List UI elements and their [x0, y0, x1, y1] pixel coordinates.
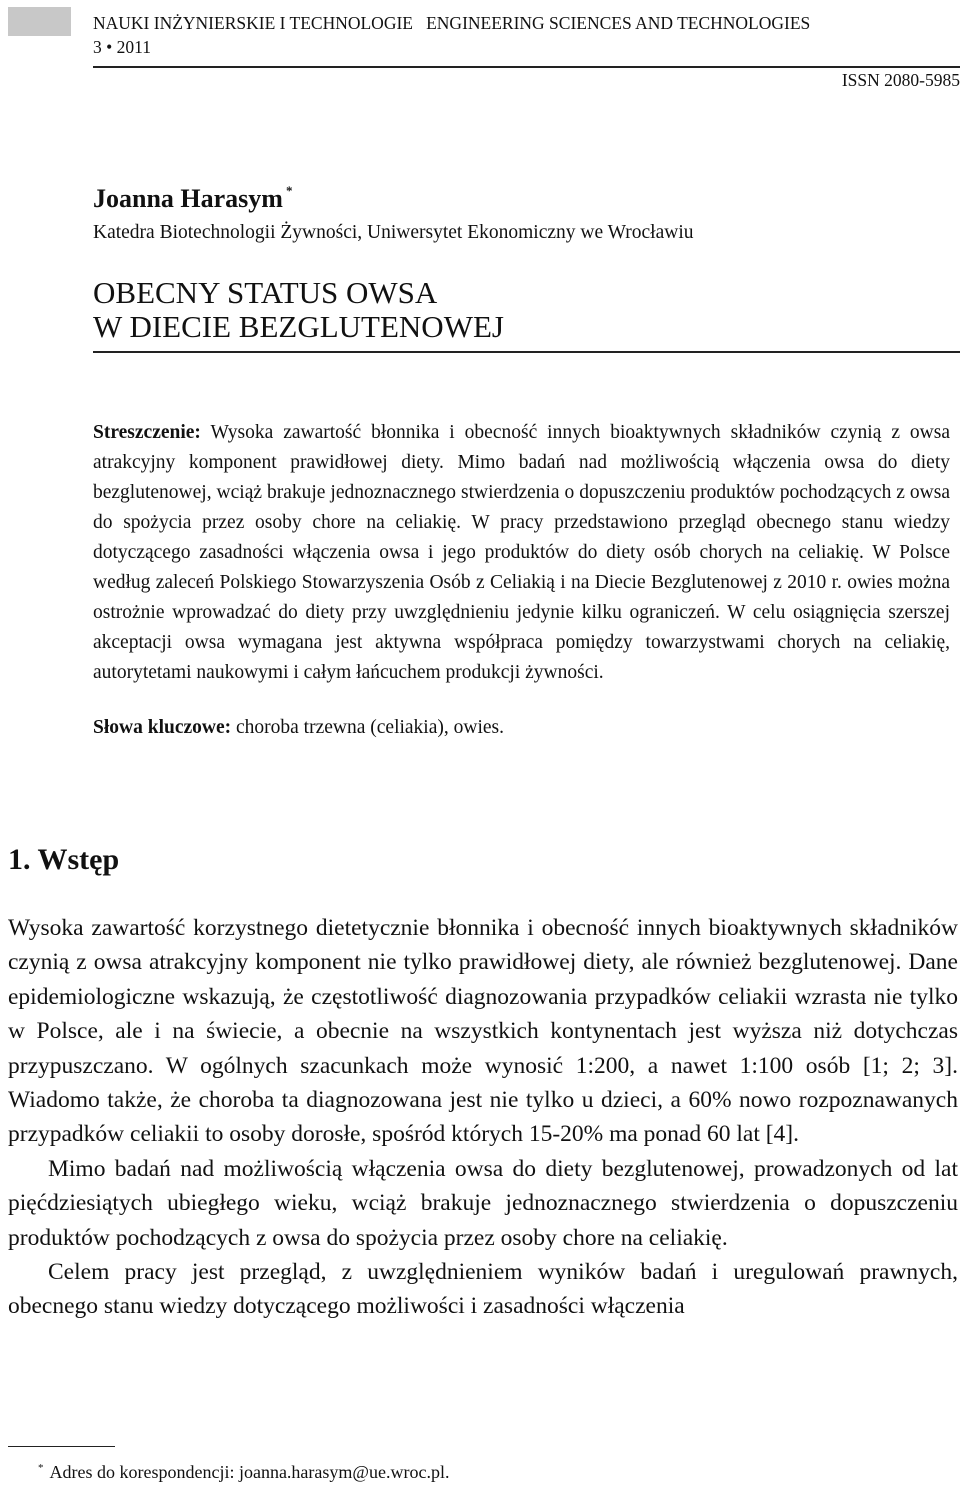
footnote-rule	[8, 1446, 115, 1447]
body-paragraph-3: Celem pracy jest przegląd, z uwzględnieniem wyników badań i uregulowań prawnych, obecnego stanu wiedzy dotyczącego możliwości i zasadności włączenia	[8, 1259, 958, 1320]
footnote-mark: *	[38, 1462, 44, 1474]
header-gray-block	[8, 7, 71, 36]
footnote	[38, 1462, 449, 1483]
keywords-text: choroba trzewna (celiakia), owies.	[236, 717, 504, 738]
abstract-text: Wysoka zawartość błonnika i obecność innych bioaktywnych składników czynią z owsa atrakcyjny komponent prawidłowej diety. Mimo badań nad możliwością włączenia owsa do diety bezglutenowej, wciąż brakuje jednoznacznego stwierdzenia o dopuszczeniu produktów pochodzących z owsa do spożycia przez osoby chore na celiakię. W pracy przedstawiono przegląd obecnego stanu wiedzy dotyczącego zasadności włączenia owsa i jego produktów do diety osób chorych na celiakię. W Polsce według zaleceń Polskiego Stowarzyszenia Osób z Celiakią i na Diecie Bezglutenowej z 2010 r. owies można ostrożnie wprowadzać do diety przy uwzględnieniu jedynie kilku ograniczeń. W celu osiągnięcia szerszej akceptacji owsa wymagana jest aktywna współpraca pomiędzy towarzystwami chorych na celiakię, autorytetami naukowymi i całym łańcuchem produkcji żywności.	[93, 422, 951, 683]
journal-name: NAUKI INŻYNIERSKIE I TECHNOLOGIE ENGINEERING SCIENCES AND TECHNOLOGIES	[93, 13, 811, 33]
journal-header	[93, 11, 953, 59]
paper-title-line-1: OBECNY STATUS OWSA	[93, 275, 438, 310]
author-line	[93, 183, 292, 214]
keywords	[93, 717, 950, 739]
footnote-text: Adres do korespondencji: joanna.harasym@ue.wroc.pl.	[49, 1462, 450, 1482]
author-name: Joanna Harasym	[93, 184, 283, 213]
body-paragraph-1: Wysoka zawartość korzystnego dietetycznie błonnika i obecność innych bioaktywnych składników czynią z owsa atrakcyjny komponent nie tylko prawidłowej diety, ale również bezglutenowej. Dane epidemiologiczne wskazują, że częstotliwość diagnozowania przypadków celiakii wzrasta nie tylko w Polsce, ale i na świecie, a obecnie na wszystkich kontynentach jest wyższa niż dotychczas przypuszczano. W ogólnych szacunkach może wynosić 1:200, a nawet 1:100 osób [1; 2; 3]. Wiadomo także, że choroba ta diagnozowana jest nie tylko u dzieci, a 60% nowo rozpoznawanych przypadków celiakii to osoby dorosłe, spośród których 15-20% ma ponad 60 lat [4].	[8, 915, 958, 1148]
paper-title-line-2: W DIECIE BEZGLUTENOWEJ	[93, 309, 504, 344]
journal-issue: 3 • 2011	[93, 37, 151, 57]
header-rule	[93, 66, 960, 68]
paper-title	[93, 276, 953, 344]
abstract	[93, 418, 950, 688]
section-heading: 1. Wstęp	[8, 843, 120, 876]
section-body	[8, 911, 958, 1324]
issn: ISSN 2080-5985	[841, 70, 960, 90]
body-paragraph-2: Mimo badań nad możliwością włączenia owsa do diety bezglutenowej, prowadzonych od lat pięćdziesiątych ubiegłego wieku, wciąż brakuje jednoznacznego stwierdzenia o dopuszczeniu produktów pochodzących z owsa do spożycia przez osoby chore na celiakię.	[8, 1155, 958, 1251]
title-rule	[93, 351, 960, 353]
abstract-label: Streszczenie:	[93, 422, 201, 443]
keywords-label: Słowa kluczowe:	[93, 717, 232, 738]
author-affiliation: Katedra Biotechnologii Żywności, Uniwersytet Ekonomiczny we Wrocławiu	[93, 222, 694, 243]
author-footnote-mark: *	[285, 183, 293, 198]
